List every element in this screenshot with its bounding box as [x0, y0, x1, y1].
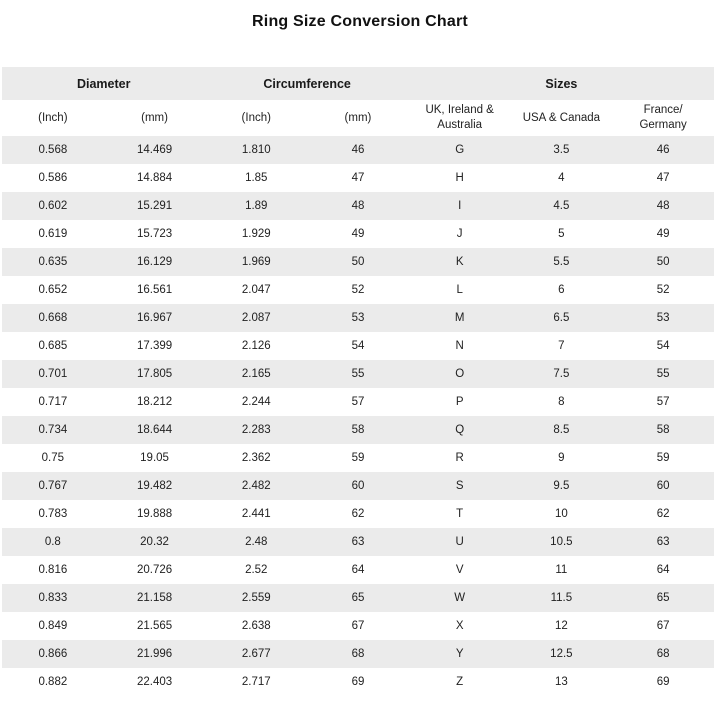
cell-diameter-mm: 20.726 — [136, 564, 173, 576]
cell-uk-ireland-australia: Q — [455, 424, 465, 436]
column-group-row — [2, 67, 714, 100]
cell-diameter-inch: 0.619 — [38, 228, 68, 240]
cell-france-germany: 57 — [656, 396, 670, 408]
column-header-uk-ireland-australia: UK, Ireland & Australia — [409, 100, 511, 136]
cell-circumference-inch: 2.48 — [245, 536, 268, 548]
cell-usa-canada: 4 — [558, 172, 565, 184]
cell-france-germany: 48 — [656, 200, 670, 212]
cell-circumference-inch: 1.85 — [245, 172, 268, 184]
cell-france-germany: 58 — [656, 424, 670, 436]
cell-circumference-inch: 2.482 — [241, 480, 271, 492]
cell-diameter-inch: 0.882 — [38, 676, 68, 688]
cell-diameter-inch: 0.849 — [38, 620, 68, 632]
cell-uk-ireland-australia: S — [455, 480, 464, 492]
cell-uk-ireland-australia: J — [456, 228, 463, 240]
table-row — [2, 528, 714, 556]
column-header-usa-canada: USA & Canada — [511, 100, 613, 136]
ring-size-table — [2, 67, 714, 696]
cell-circumference-mm: 59 — [351, 452, 365, 464]
cell-diameter-mm: 21.565 — [136, 620, 173, 632]
cell-usa-canada: 13 — [554, 676, 568, 688]
cell-diameter-mm: 21.996 — [136, 648, 173, 660]
group-header-sizes: Sizes — [409, 67, 714, 100]
cell-circumference-mm: 49 — [351, 228, 365, 240]
cell-circumference-inch: 2.559 — [241, 592, 271, 604]
cell-circumference-mm: 47 — [351, 172, 365, 184]
cell-circumference-mm: 68 — [351, 648, 365, 660]
cell-circumference-mm: 67 — [351, 620, 365, 632]
table-row — [2, 556, 714, 584]
cell-uk-ireland-australia: R — [455, 452, 464, 464]
cell-france-germany: 55 — [656, 368, 670, 380]
cell-diameter-mm: 21.158 — [136, 592, 173, 604]
cell-circumference-mm: 60 — [351, 480, 365, 492]
cell-diameter-mm: 16.561 — [136, 284, 173, 296]
cell-circumference-inch: 2.638 — [241, 620, 271, 632]
cell-uk-ireland-australia: H — [455, 172, 464, 184]
cell-circumference-inch: 1.969 — [241, 256, 271, 268]
cell-circumference-inch: 2.441 — [241, 508, 271, 520]
cell-france-germany: 47 — [656, 172, 670, 184]
cell-diameter-mm: 15.291 — [136, 200, 173, 212]
cell-circumference-inch: 2.244 — [241, 396, 271, 408]
cell-diameter-mm: 19.482 — [136, 480, 173, 492]
cell-circumference-inch: 2.717 — [241, 676, 271, 688]
cell-uk-ireland-australia: G — [455, 144, 465, 156]
cell-uk-ireland-australia: M — [454, 312, 465, 324]
cell-circumference-mm: 55 — [351, 368, 365, 380]
table-row — [2, 640, 714, 668]
cell-circumference-inch: 2.362 — [241, 452, 271, 464]
column-header-circumference-mm: (mm) — [307, 100, 409, 136]
page-title: Ring Size Conversion Chart — [252, 13, 468, 30]
cell-circumference-inch: 1.929 — [241, 228, 271, 240]
cell-circumference-mm: 46 — [351, 144, 365, 156]
cell-diameter-inch: 0.586 — [38, 172, 68, 184]
cell-france-germany: 67 — [656, 620, 670, 632]
cell-usa-canada: 11.5 — [550, 592, 573, 604]
column-header-row — [2, 100, 714, 136]
cell-uk-ireland-australia: O — [455, 368, 465, 380]
cell-usa-canada: 12.5 — [550, 648, 573, 660]
cell-usa-canada: 6.5 — [553, 312, 570, 324]
cell-uk-ireland-australia: X — [455, 620, 464, 632]
cell-diameter-inch: 0.783 — [38, 508, 68, 520]
table-row — [2, 276, 714, 304]
column-header-diameter-inch: (Inch) — [2, 100, 104, 136]
table-row — [2, 612, 714, 640]
cell-usa-canada: 7.5 — [553, 368, 570, 380]
cell-circumference-inch: 2.126 — [241, 340, 271, 352]
cell-usa-canada: 8 — [558, 396, 565, 408]
cell-circumference-mm: 52 — [351, 284, 365, 296]
table-row — [2, 668, 714, 696]
table-row — [2, 416, 714, 444]
cell-circumference-inch: 1.810 — [241, 144, 271, 156]
cell-circumference-mm: 63 — [351, 536, 365, 548]
cell-diameter-inch: 0.668 — [38, 312, 68, 324]
table-row — [2, 332, 714, 360]
cell-france-germany: 52 — [656, 284, 670, 296]
cell-france-germany: 68 — [656, 648, 670, 660]
table-row — [2, 388, 714, 416]
cell-diameter-mm: 16.129 — [136, 256, 173, 268]
cell-diameter-inch: 0.866 — [38, 648, 68, 660]
cell-usa-canada: 10.5 — [550, 536, 573, 548]
cell-diameter-inch: 0.685 — [38, 340, 68, 352]
table-row — [2, 248, 714, 276]
cell-diameter-inch: 0.734 — [38, 424, 68, 436]
cell-diameter-mm: 18.644 — [136, 424, 173, 436]
table-row — [2, 164, 714, 192]
cell-circumference-mm: 64 — [351, 564, 365, 576]
cell-uk-ireland-australia: Z — [456, 676, 464, 688]
cell-circumference-inch: 2.165 — [241, 368, 271, 380]
cell-circumference-inch: 2.283 — [241, 424, 271, 436]
cell-uk-ireland-australia: U — [455, 536, 464, 548]
cell-uk-ireland-australia: N — [455, 340, 464, 352]
cell-circumference-mm: 48 — [351, 200, 365, 212]
cell-usa-canada: 9 — [558, 452, 565, 464]
cell-diameter-inch: 0.8 — [44, 536, 61, 548]
cell-uk-ireland-australia: V — [455, 564, 464, 576]
cell-france-germany: 62 — [656, 508, 670, 520]
cell-usa-canada: 11 — [555, 564, 568, 576]
cell-diameter-mm: 20.32 — [140, 536, 169, 548]
cell-usa-canada: 12 — [554, 620, 568, 632]
ring-size-table-header — [2, 67, 714, 136]
table-row — [2, 220, 714, 248]
cell-diameter-mm: 18.212 — [136, 396, 173, 408]
cell-diameter-mm: 17.399 — [136, 340, 173, 352]
cell-usa-canada: 6 — [558, 284, 565, 296]
ring-size-table-body — [2, 136, 714, 696]
cell-diameter-mm: 19.05 — [140, 452, 169, 464]
cell-circumference-mm: 58 — [351, 424, 365, 436]
cell-diameter-inch: 0.652 — [38, 284, 68, 296]
group-header-diameter: Diameter — [2, 67, 205, 100]
cell-diameter-mm: 14.469 — [136, 144, 173, 156]
cell-circumference-mm: 65 — [351, 592, 365, 604]
group-header-circumference: Circumference — [205, 67, 408, 100]
cell-diameter-mm: 19.888 — [136, 508, 173, 520]
cell-diameter-mm: 17.805 — [136, 368, 173, 380]
cell-diameter-inch: 0.635 — [38, 256, 68, 268]
cell-circumference-mm: 50 — [351, 256, 365, 268]
table-row — [2, 136, 714, 164]
table-row — [2, 500, 714, 528]
cell-diameter-mm: 22.403 — [136, 676, 173, 688]
cell-france-germany: 53 — [656, 312, 670, 324]
cell-uk-ireland-australia: L — [456, 284, 463, 296]
cell-circumference-inch: 1.89 — [245, 200, 268, 212]
cell-france-germany: 50 — [656, 256, 670, 268]
cell-uk-ireland-australia: I — [458, 200, 462, 212]
cell-france-germany: 46 — [656, 144, 670, 156]
cell-usa-canada: 5 — [558, 228, 565, 240]
cell-diameter-inch: 0.568 — [38, 144, 68, 156]
cell-diameter-mm: 15.723 — [136, 228, 173, 240]
cell-diameter-inch: 0.602 — [38, 200, 68, 212]
table-row — [2, 304, 714, 332]
cell-france-germany: 65 — [656, 592, 670, 604]
cell-france-germany: 64 — [656, 564, 670, 576]
cell-france-germany: 49 — [656, 228, 670, 240]
column-header-france-germany: France/ Germany — [612, 100, 714, 136]
cell-diameter-inch: 0.833 — [38, 592, 68, 604]
cell-diameter-inch: 0.717 — [38, 396, 68, 408]
table-row — [2, 584, 714, 612]
cell-circumference-mm: 57 — [351, 396, 365, 408]
cell-uk-ireland-australia: T — [456, 508, 464, 520]
cell-uk-ireland-australia: K — [455, 256, 464, 268]
cell-diameter-inch: 0.816 — [38, 564, 68, 576]
cell-france-germany: 59 — [656, 452, 670, 464]
cell-uk-ireland-australia: W — [454, 592, 466, 604]
cell-uk-ireland-australia: P — [455, 396, 464, 408]
cell-circumference-mm: 53 — [351, 312, 365, 324]
cell-france-germany: 63 — [656, 536, 670, 548]
cell-circumference-mm: 62 — [351, 508, 365, 520]
cell-circumference-mm: 54 — [351, 340, 365, 352]
cell-diameter-inch: 0.75 — [41, 452, 65, 464]
table-row — [2, 360, 714, 388]
cell-diameter-inch: 0.701 — [38, 368, 68, 380]
cell-usa-canada: 9.5 — [553, 480, 570, 492]
table-row — [2, 192, 714, 220]
column-header-circumference-inch: (Inch) — [205, 100, 307, 136]
cell-usa-canada: 7 — [558, 340, 565, 352]
table-row — [2, 444, 714, 472]
cell-usa-canada: 8.5 — [553, 424, 570, 436]
cell-usa-canada: 4.5 — [553, 200, 570, 212]
cell-france-germany: 54 — [656, 340, 670, 352]
cell-circumference-inch: 2.677 — [241, 648, 271, 660]
cell-diameter-mm: 14.884 — [136, 172, 173, 184]
table-row — [2, 472, 714, 500]
cell-usa-canada: 5.5 — [553, 256, 570, 268]
cell-circumference-inch: 2.047 — [241, 284, 271, 296]
cell-france-germany: 69 — [656, 676, 670, 688]
column-header-diameter-mm: (mm) — [104, 100, 206, 136]
cell-uk-ireland-australia: Y — [455, 648, 464, 660]
cell-diameter-mm: 16.967 — [136, 312, 173, 324]
cell-circumference-mm: 69 — [351, 676, 365, 688]
cell-usa-canada: 3.5 — [553, 144, 570, 156]
cell-circumference-inch: 2.087 — [241, 312, 271, 324]
cell-circumference-inch: 2.52 — [245, 564, 268, 576]
cell-usa-canada: 10 — [554, 508, 568, 520]
cell-france-germany: 60 — [656, 480, 670, 492]
cell-diameter-inch: 0.767 — [38, 480, 68, 492]
